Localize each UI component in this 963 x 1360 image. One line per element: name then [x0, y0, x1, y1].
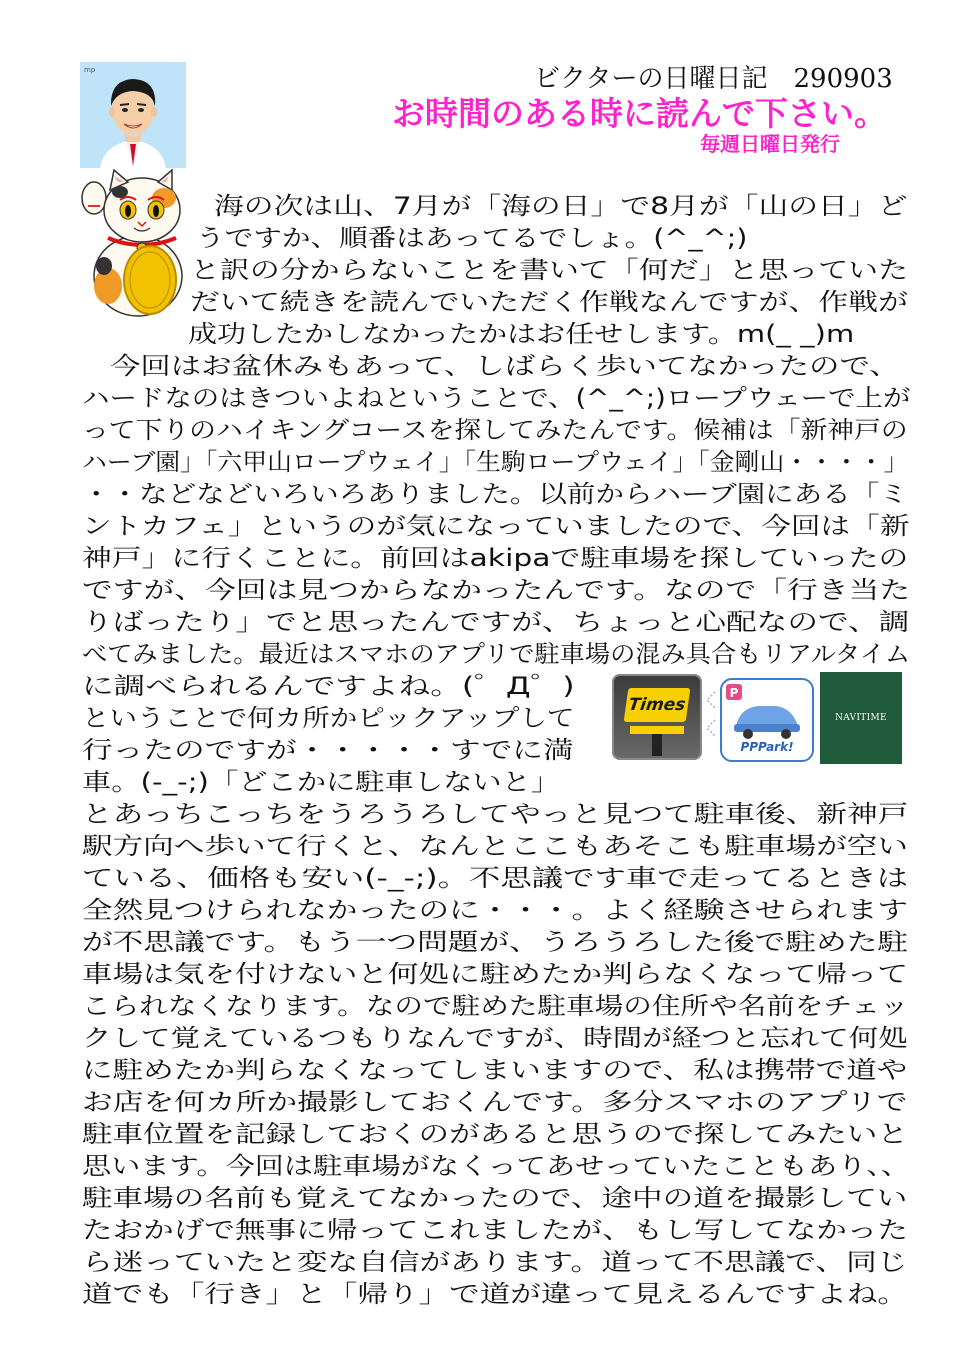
body-line: 海の次は山、7月が「海の日」で8月が「山の日」ど — [214, 192, 908, 220]
ppppark-logo — [720, 678, 814, 762]
body-line: 駐車場の名前も覚えてなかったので、途中の道を撮影してい — [82, 1184, 908, 1212]
body-line: 全然見つけられなかったのに・・・。よく経験させられます — [82, 896, 908, 924]
body-line: ということで何カ所かピックアップして — [82, 704, 575, 732]
navitime-logo — [820, 672, 902, 764]
body-line: 車場は気を付けないと何処に駐めたか判らなくなって帰って — [82, 960, 908, 988]
body-line: うですか、順番はあってるでしょ。(^_^;) — [196, 224, 748, 252]
body-line: 行ったのですが・・・・・すでに満 — [82, 736, 574, 764]
connector-icon — [703, 688, 719, 748]
parking-app-logos — [612, 672, 902, 767]
author-avatar — [80, 62, 186, 168]
svg-text:mp: mp — [84, 66, 96, 74]
ppppark-p-letter: P — [729, 686, 739, 700]
body-line: 駐車位置を記録しておくのがあると思うので探してみたいと — [82, 1120, 908, 1148]
body-line: に駐めたか判らなくなってしまいますので、私は携帯で道や — [82, 1056, 908, 1084]
body-line: 道でも「行き」と「帰り」で道が違って見えるんですよね。 — [82, 1280, 908, 1308]
body-line: と訳の分からないことを書いて「何だ」と思っていた — [190, 256, 908, 284]
body-line: 神戸」に行くことに。前回はakipaで駐車場を探していったの — [82, 544, 909, 572]
author-portrait-icon — [80, 62, 186, 168]
body-line: ・・などなどいろいろありました。以前からハーブ園にある「ミ — [82, 480, 908, 508]
body-line: 今回はお盆休みもあって、しばらく歩いてなかったので、 — [110, 352, 900, 380]
navitime-logo-text: NAVITIME — [835, 713, 887, 723]
times-sign — [624, 688, 691, 722]
publication-note: 毎週日曜日発行 — [700, 132, 840, 156]
body-line: たおかげで無事に帰ってこれましたが、もし写してなかった — [82, 1216, 908, 1244]
body-line: ハードなのはきついよねということで、(^_^;)ロープウェーで上が — [82, 384, 911, 412]
subtitle-message: お時間のある時に読んで下さい。 — [392, 94, 887, 133]
maneki-neko-icon — [80, 168, 192, 318]
ppppark-wordmark: PPPark! — [740, 740, 794, 754]
body-line: こられなくなります。なので駐めた駐車場の住所や名前をチェッ — [82, 992, 909, 1020]
body-line: クして覚えているつもりなんですが、時間が経つと忘れて何処 — [82, 1024, 908, 1052]
body-line: べてみました。最近はスマホのアプリで駐車場の混み具合もリアルタイム — [82, 640, 911, 668]
body-line: が不思議です。もう一つ問題が、うろうろした後で駐めた駐 — [82, 928, 909, 956]
body-line: だいて続きを読んでいただく作戦なんですが、作戦が — [190, 288, 908, 316]
body-line: ですが、今回は見つからなかったんです。なので「行き当た — [82, 576, 911, 604]
body-line: 車。(-_-;)「どこかに駐車しないと」 — [82, 768, 561, 796]
body-line: お店を何カ所か撮影しておくんです。多分スマホのアプリで — [82, 1088, 908, 1116]
body-line: ントカフェ」というのが気になっていましたので、今回は「新 — [82, 512, 910, 540]
body-line: りばったり」でと思ったんですが、ちょっと心配なので、調 — [82, 608, 910, 636]
body-line: 駅方向へ歩いて行くと、なんとここもあそこも駐車場が空い — [82, 832, 908, 860]
body-line: ら迷っていたと変な自信があります。道って不思議で、同じ — [82, 1248, 908, 1276]
times-logo-text: Times — [627, 695, 687, 715]
body-line: って下りのハイキングコースを探してみたんです。候補は「新神戸の — [82, 416, 908, 444]
lucky-cat-image — [80, 168, 192, 318]
diary-title: ビクターの日曜日記 290903 — [534, 64, 893, 94]
body-line: に調べられるんですよね。(゜Д゜) — [82, 672, 575, 700]
body-line: 成功したかしなかったかはお任せします。m(_ _)m — [188, 320, 855, 348]
body-line: 思います。今回は駐車場がなくってあせっていたこともあり、、 — [82, 1152, 911, 1180]
body-line: ている、価格も安い(-_-;)。不思議です車で走ってるときは — [82, 864, 909, 892]
body-line: とあっちこっちをうろうろしてやっと見つて駐車後、新神戸 — [82, 800, 909, 828]
car-icon — [722, 680, 812, 740]
body-line: ハーブ園」「六甲山ロープウェイ」「生駒ロープウェイ」「金剛山・・・・」 — [82, 448, 909, 476]
times-parking-logo — [612, 674, 702, 760]
